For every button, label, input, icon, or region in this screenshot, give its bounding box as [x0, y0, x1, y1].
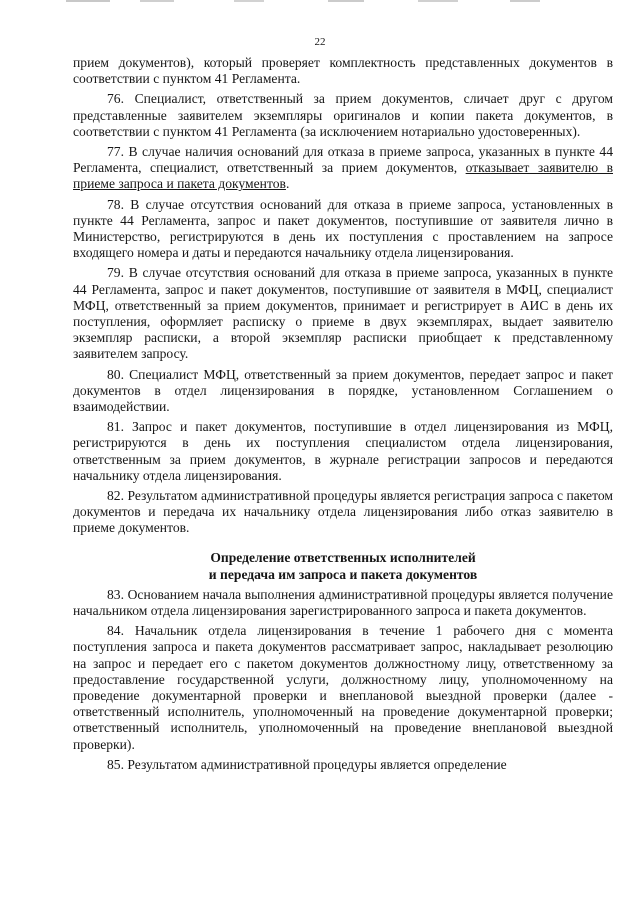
paragraph-78: 78. В случае отсутствия оснований для отказа в приеме запроса, установленных в пункте 44 Регламента, запрос и пакет документов, поступившие от заявителя лично в Министерство, регистрируются в день их поступления с проставлением на запросе входящего номера и даты и передаются начальнику отдела лицензирования. [73, 196, 613, 261]
paragraph-77 [73, 144, 613, 193]
paragraph-85: 85. Результатом административной процедуры является определение [107, 756, 507, 772]
paragraph-82: 82. Результатом административной процедуры является регистрация запроса с пакетом документов и передача их начальнику отдела лицензирования либо отказ заявителю в приеме документов. [73, 488, 613, 536]
section-heading-line-2: и передача им запроса и пакета документов [208, 566, 478, 582]
section-heading-line-1: Определение ответственных исполнителей [210, 549, 476, 565]
paragraph-80: 80. Специалист МФЦ, ответственный за прием документов, передает запрос и пакет документов в отдел лицензирования в порядке, установленном Соглашением о взаимодействии. [73, 366, 613, 415]
paragraph-79: 79. В случае отсутствия оснований для отказа в приеме запроса, указанных в пункте 44 Регламента, запрос и пакет документов, поступившие от заявителя в МФЦ, специалист МФЦ, ответственный за прием документов, принимает и регистрирует в АИС в день их поступления, оформляет расписку о приеме в двух экземплярах, выдает заявителю экземпляр расписки, а второй экземпляр расписки приобщает к представленному заявителем запросу. [73, 265, 613, 362]
document-body [73, 55, 613, 773]
page-number: 22 [314, 36, 326, 48]
paragraph-83: 83. Основанием начала выполнения административной процедуры является получение начальником отдела лицензирования зарегистрированного запроса и пакета документов. [73, 586, 613, 618]
paragraph-77-underlined-text: отказывает заявителю в приеме запроса и пакета документов [73, 160, 613, 192]
scan-top-edge-marks [0, 0, 640, 6]
paragraph-76: 76. Специалист, ответственный за прием документов, сличает друг с другом представленные заявителем экземпляры оригиналов и копии пакета документов, в соответствии с пунктом 41 Регламента (за исключением нотариально удостоверенных). [73, 91, 613, 139]
paragraph-84: 84. Начальник отдела лицензирования в течение 1 рабочего дня с момента поступления запроса и пакета документов рассматривает запрос, накладывает резолюцию на запрос и передает его с пакетом документов должностному лицу, ответственному за предоставление государственной услуги, должностному лицу, уполномоченному на проведение документарной проверки и внеплановой выездной проверки (далее - ответственный исполнитель, уполномоченный на проведение документарной проверки; ответственный исполнитель, уполномоченный на проведение внеплановой выездной проверки). [73, 623, 613, 752]
paragraph-81: 81. Запрос и пакет документов, поступившие в отдел лицензирования из МФЦ, регистрируются в день их поступления специалистом отдела лицензирования, ответственным за прием документов, в журнале регистрации запросов и передаются начальнику отдела лицензирования. [73, 419, 613, 483]
paragraph-77-end: . [285, 176, 290, 192]
section-heading [73, 549, 613, 583]
paragraph-77-text: 77. В случае наличия оснований для отказа в приеме запроса, указанных в пункте 44 Регламента, специалист, ответственный за прием документов, [73, 144, 613, 176]
paragraph-continuation: прием документов), который проверяет комплектность представленных документов в соответствии с пунктом 41 Регламента. [73, 55, 613, 87]
